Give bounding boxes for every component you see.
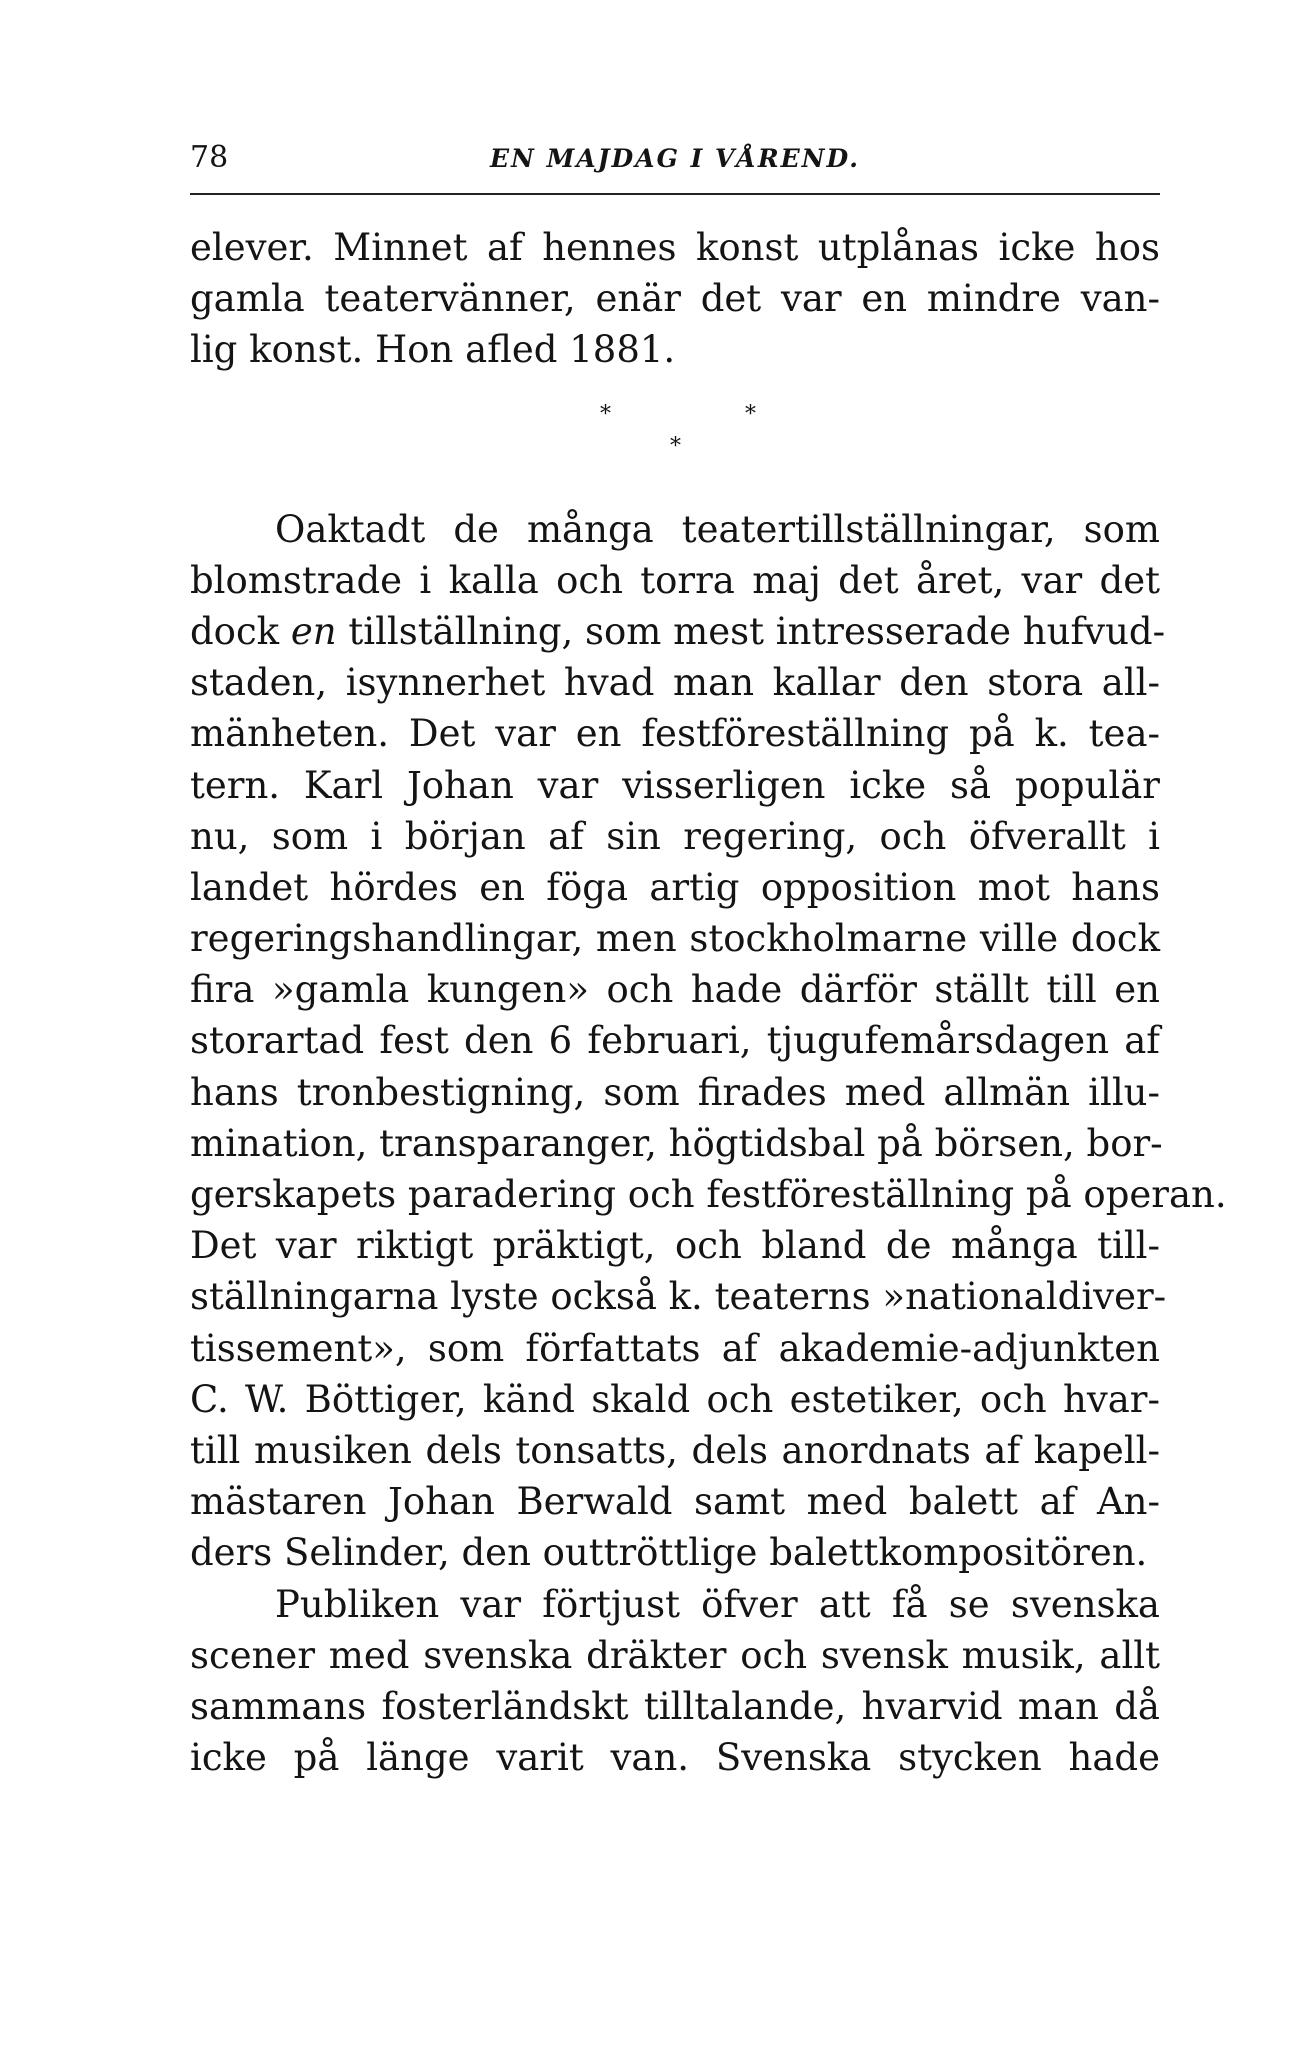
text-line: nu, som i början af sin regering, och öfverallt i [190, 814, 1160, 858]
text-line: hans tronbestigning, som firades med allmän illu- [190, 1070, 1160, 1114]
running-head [190, 138, 1160, 178]
header-rule [190, 193, 1160, 195]
text-line: till musiken dels tonsatts, dels anordnats af kapell- [190, 1428, 1160, 1472]
text-line: mänheten. Det var en festföreställning på k. tea- [190, 712, 1160, 756]
text-line: ders Selinder, den outtröttlige balettkompositören. [190, 1531, 1148, 1575]
text-line: sammans fosterländskt tilltalande, hvarvid man då [190, 1684, 1160, 1728]
text-line: Det var riktigt präktigt, och bland de många till- [190, 1224, 1160, 1268]
body-text [190, 222, 1227, 1783]
text-line: lig konst. Hon afled 1881. [190, 328, 676, 372]
text-line: elever. Minnet af hennes konst utplånas icke hos [190, 226, 1160, 269]
text-line: mästaren Johan Berwald samt med balett af An- [190, 1480, 1160, 1524]
emphasis-word: en [290, 609, 337, 653]
text-line: icke på länge varit van. Svenska stycken hade [190, 1736, 1160, 1780]
section-break [190, 376, 1160, 504]
text-line: tern. Karl Johan var visserligen icke så populär [190, 763, 1160, 807]
text-line: ställningarna lyste också k. teaterns »nationaldiver- [190, 1275, 1167, 1319]
asterisk-ornament: * [600, 401, 611, 427]
text-line: C. W. Böttiger, känd skald och estetiker, och hvar- [190, 1377, 1160, 1421]
asterisk-ornament: * [670, 433, 681, 459]
text-line: Publiken var förtjust öfver att få se svenska [275, 1582, 1160, 1626]
text-line: mination, transparanger, högtidsbal på börsen, bor- [190, 1121, 1163, 1165]
text-line: staden, isynnerhet hvad man kallar den stora all- [190, 661, 1160, 705]
running-title: EN MAJDAG I VÅREND. [489, 144, 860, 173]
page-number: 78 [190, 140, 229, 175]
text-line: storartad fest den 6 februari, tjugufemårsdagen af [190, 1019, 1160, 1063]
text-line: fira »gamla kungen» och hade därför ställt till en [190, 968, 1160, 1012]
text-line: gerskapets paradering och festföreställning på operan. [190, 1173, 1227, 1216]
text-line: scener med svenska dräkter och svensk musik, allt [190, 1633, 1160, 1677]
text-fragment: tillställning, som mest intresserade hufvud- [336, 609, 1166, 653]
text-line: tissement», som författats af akademie-adjunkten [190, 1326, 1160, 1370]
text-line: blomstrade i kalla och torra maj det året, var det [190, 558, 1160, 602]
text-line: gamla teatervänner, enär det var en mindre van- [190, 277, 1160, 321]
text-fragment: dock [190, 609, 291, 653]
text-line: Oaktadt de många teatertillställningar, som [275, 507, 1160, 551]
text-line: landet hördes en föga artig opposition mot hans [190, 865, 1160, 909]
asterisk-ornament: * [745, 401, 756, 427]
text-line [190, 606, 1166, 657]
text-line: regeringshandlingar, men stockholmarne ville dock [190, 917, 1160, 961]
